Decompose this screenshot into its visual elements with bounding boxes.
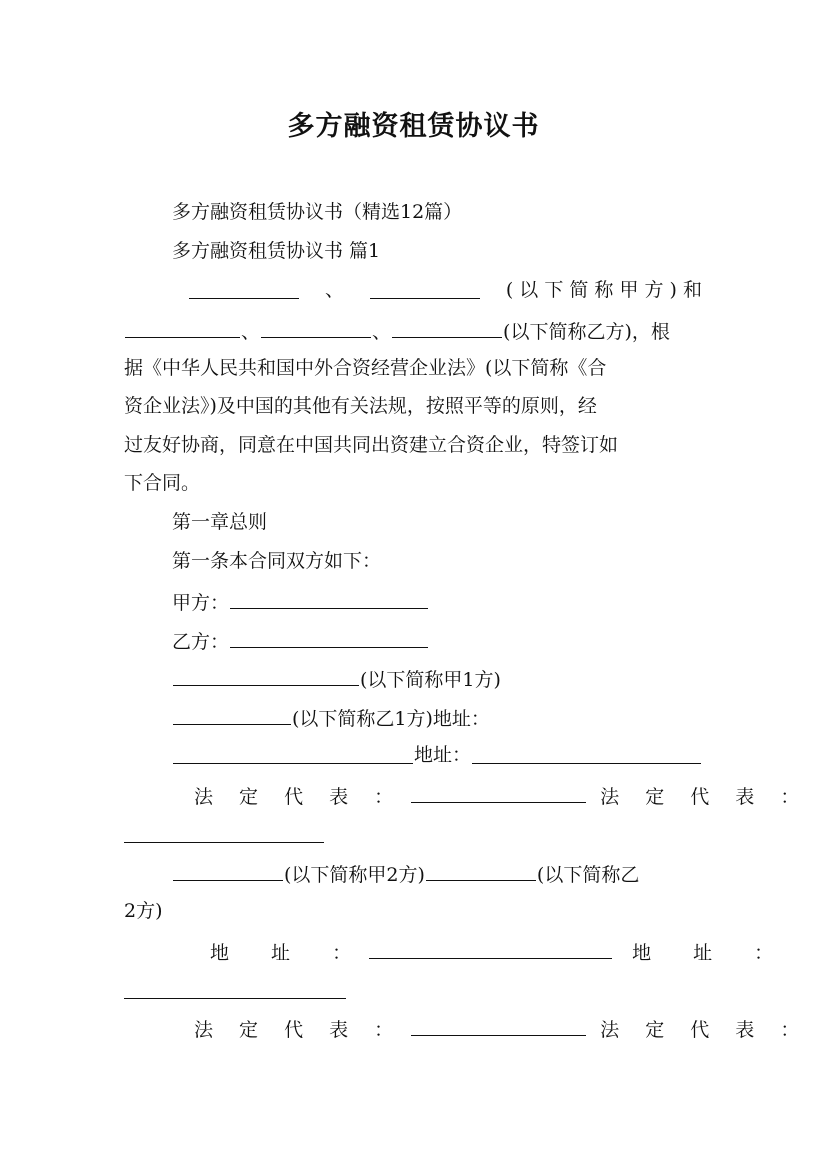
article-1: 第一条本合同双方如下： xyxy=(172,550,382,572)
intro-text: (以下简称乙方)，根 xyxy=(503,321,670,343)
intro-line-1 xyxy=(188,276,702,304)
section-heading: 多方融资租赁协议书 篇1 xyxy=(172,240,381,262)
intro-line-5: 过友好协商，同意在中国共同出资建立合资企业，特签订如 xyxy=(124,434,619,456)
intro-line-4: 资企业法》)及中国的其他有关法规，按照平等的原则，经 xyxy=(124,395,597,417)
blank-address xyxy=(472,741,701,764)
blank-address xyxy=(124,996,346,999)
address-cont xyxy=(124,974,346,999)
legal-rep-label: 法 定 代 表 ： xyxy=(194,1019,404,1041)
legal-rep-label: 法 定 代 表 ： xyxy=(600,786,810,808)
blank-legal-rep xyxy=(124,840,324,843)
blank-address xyxy=(369,936,612,959)
address-line-2 xyxy=(210,936,792,967)
party-a1-suffix: (以下简称甲1方) xyxy=(360,669,501,691)
legal-rep-line-2 xyxy=(194,1013,810,1044)
intro-line-3: 据《中华人民共和国中外合资经营企业法》(以下简称《合 xyxy=(124,357,607,379)
party-a-label: 甲方： xyxy=(172,592,230,614)
legal-rep-label: 法 定 代 表 ： xyxy=(600,1019,810,1041)
party-b1-suffix: (以下简称乙1方)地址： xyxy=(292,708,490,730)
address-line xyxy=(172,741,702,769)
blank-address xyxy=(173,741,413,764)
intro-line-2 xyxy=(124,315,702,346)
party-b-line xyxy=(172,625,702,656)
intro-text: ( 以 下 简 称 甲 方 ) 和 xyxy=(505,279,702,301)
party-a-line xyxy=(172,586,702,617)
chapter-heading: 第一章总则 xyxy=(172,511,268,533)
blank-party-a1 xyxy=(173,663,359,686)
intro-line-6: 下合同。 xyxy=(124,472,201,494)
legal-rep-label: 法 定 代 表 ： xyxy=(194,786,404,808)
blank-party xyxy=(261,315,371,338)
blank-legal-rep xyxy=(411,1013,586,1036)
legal-rep-line-1 xyxy=(194,780,810,811)
party-b2-text: (以下简称乙 xyxy=(536,864,640,886)
blank-party-b2 xyxy=(426,858,536,881)
blank-party xyxy=(125,315,240,338)
blank-legal-rep xyxy=(411,780,586,803)
legal-rep-cont xyxy=(124,818,324,843)
blank-party xyxy=(392,315,502,338)
separator: 、 xyxy=(372,321,392,343)
address-label: 地址： xyxy=(414,744,472,766)
blank-party-a2 xyxy=(173,858,283,881)
document-title: 多方融资租赁协议书 xyxy=(287,111,540,142)
blank-party-a xyxy=(189,276,299,299)
separator: 、 xyxy=(241,321,261,343)
party-a1-line xyxy=(172,663,702,694)
party-b-label: 乙方： xyxy=(172,631,230,653)
party-2-line xyxy=(172,858,702,889)
blank-party-b xyxy=(230,625,428,648)
blank-party-a xyxy=(230,586,428,609)
separator: 、 xyxy=(324,279,344,301)
blank-party-b1 xyxy=(173,702,291,725)
address-label: 地 址 ： xyxy=(210,942,370,964)
party-b2-cont: 2方) xyxy=(124,900,163,922)
address-label: 地 址 ： xyxy=(632,942,792,964)
party-b1-line xyxy=(172,702,702,733)
subtitle: 多方融资租赁协议书（精选12篇） xyxy=(172,201,463,223)
party-a2-text: (以下简称甲2方) xyxy=(284,864,425,886)
blank-party-b xyxy=(370,276,480,299)
